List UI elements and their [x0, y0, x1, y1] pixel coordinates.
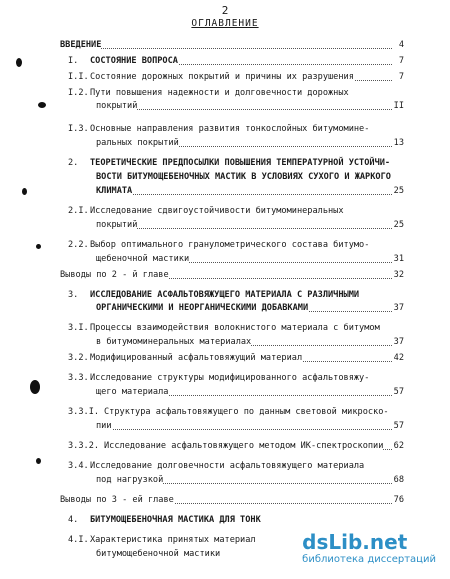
toc-entry-number: 2. — [68, 158, 79, 168]
toc-entry — [68, 72, 404, 82]
toc-entry-number: 4.I. — [68, 535, 89, 545]
toc-entry-text: под нагрузкой — [96, 475, 164, 485]
toc-entry-number: 3.I. — [68, 323, 89, 333]
toc-entry-lead — [96, 138, 179, 148]
toc-entry-text: Выводы по 2 - й главе — [60, 270, 169, 280]
toc-entry-page: 4 — [398, 40, 404, 50]
toc-entry — [96, 337, 404, 347]
toc-entry — [96, 475, 404, 485]
toc-entry-page: 57 — [393, 421, 404, 431]
toc-entry — [68, 515, 404, 525]
toc-entry-text: БИТУМОЩЕБЕНОЧНАЯ МАСТИКА ДЛЯ ТОНК — [90, 515, 261, 525]
toc-entry-lead — [96, 101, 137, 111]
toc-entry-number: I.2. — [68, 88, 89, 98]
toc-entry — [68, 158, 404, 168]
toc-entry-text: Состояние дорожных покрытий и причины их разрушения — [90, 72, 354, 82]
toc-entry-page: 13 — [393, 138, 404, 148]
toc-entry-page: 57 — [393, 387, 404, 397]
toc-entry-lead — [96, 387, 168, 397]
toc-entry-page: 25 — [393, 186, 404, 196]
toc-entry-lead — [60, 40, 101, 50]
toc-entry-text: Модифицированный асфальтовяжущий материал — [90, 353, 303, 363]
watermark-logo: dsLib.net — [302, 530, 408, 554]
toc-entry-lead — [68, 158, 390, 168]
toc-entry-text: щего материала — [96, 387, 169, 397]
toc-entry-lead — [60, 270, 169, 280]
toc-entry-lead — [68, 461, 364, 471]
toc-entry — [60, 40, 404, 50]
toc-entry-lead — [96, 475, 163, 485]
toc-entry — [96, 421, 404, 431]
toc-entry — [68, 353, 404, 363]
toc-entry — [96, 220, 404, 230]
toc-entry-text: ВОСТИ БИТУМОЩЕБЕНОЧНЫХ МАСТИК В УСЛОВИЯХ СУХОГО И ЖАРКОГО — [96, 172, 391, 182]
toc-entry-text: ВВЕДЕНИЕ — [60, 40, 102, 50]
toc-entry-text: Исследование асфальтовяжущего методом ИК-спектроскопии — [104, 441, 384, 451]
toc-entry-number: 3. — [68, 290, 79, 300]
toc-entry-lead — [68, 441, 383, 451]
toc-entry-lead — [68, 240, 369, 250]
toc-entry — [96, 186, 404, 196]
toc-entry — [96, 254, 404, 264]
toc-entry-number: I. — [68, 56, 79, 66]
toc-entry — [60, 495, 404, 505]
toc-entry — [68, 240, 404, 250]
watermark-subtitle: библиотека диссертаций — [302, 554, 436, 565]
toc-entry — [68, 290, 404, 300]
toc-entry — [96, 303, 404, 313]
toc-entry-page: 25 — [393, 220, 404, 230]
toc-entry-lead — [68, 290, 359, 300]
toc-entry-number: 4. — [68, 515, 79, 525]
dot-leader — [96, 228, 392, 229]
toc-entry-lead — [68, 515, 261, 525]
toc-entry-lead — [96, 172, 391, 182]
toc-entry — [68, 206, 404, 216]
toc-entry-text: СОСТОЯНИЕ ВОПРОСА — [90, 56, 178, 66]
toc-entry-page: 7 — [398, 72, 404, 82]
toc-entry-text: Характеристика принятых материал — [90, 535, 256, 545]
toc-entry-page: 42 — [393, 353, 404, 363]
toc-entry-lead — [96, 549, 220, 559]
toc-entry-text: Исследование структуры модифицированного асфальтовяжу- — [90, 373, 370, 383]
toc-entry-lead — [68, 535, 256, 545]
scan-blob — [36, 244, 41, 249]
toc-entry-lead — [68, 72, 354, 82]
toc-entry-lead — [68, 407, 389, 417]
toc-entry-text: покрытий — [96, 220, 138, 230]
toc-entry-lead — [60, 495, 174, 505]
scan-blob — [30, 380, 40, 394]
toc-entry-text: Исследование сдвигоустойчивости битумоминеральных — [90, 206, 344, 216]
toc-entry-text: КЛИМАТА — [96, 186, 133, 196]
toc-entry-lead — [68, 206, 344, 216]
toc-entry-text: Выбор оптимального гранулометрического состава битумо- — [90, 240, 370, 250]
toc-entry — [68, 323, 404, 333]
toc-entry-text: Выводы по 3 - ей главе — [60, 495, 174, 505]
toc-entry-text: покрытий — [96, 101, 138, 111]
toc-entry-text: в битумоминеральных материалах — [96, 337, 252, 347]
scan-blob — [22, 188, 27, 195]
toc-entry-page: 62 — [393, 441, 404, 451]
toc-entry — [68, 461, 404, 471]
scan-blob — [36, 458, 41, 464]
dot-leader — [60, 48, 392, 49]
toc-entry-number: 3.4. — [68, 461, 89, 471]
dot-leader — [96, 194, 392, 195]
toc-entry — [68, 56, 404, 66]
dot-leader — [96, 429, 392, 430]
toc-entry-text: ИССЛЕДОВАНИЕ АСФАЛЬТОВЯЖУЩЕГО МАТЕРИАЛА С РАЗЛИЧНЫМИ — [90, 290, 360, 300]
toc-entry-lead — [96, 303, 308, 313]
toc-entry-page: 7 — [398, 56, 404, 66]
toc-entry-text: Процессы взаимодействия волокнистого материала с битумом — [90, 323, 380, 333]
scan-blob — [16, 58, 22, 67]
toc-entry-lead — [68, 124, 369, 134]
toc-entry — [68, 441, 404, 451]
toc-entry-lead — [96, 337, 251, 347]
toc-entry-text: Пути повышения надежности и долговечности дорожных — [90, 88, 349, 98]
watermark — [302, 530, 436, 565]
toc-entry-lead — [96, 220, 137, 230]
dot-leader — [96, 109, 392, 110]
toc-entry-text: пии — [96, 421, 112, 431]
toc-heading: ОГЛАВЛЕНИЕ — [191, 18, 259, 29]
toc-entry-text: ТЕОРЕТИЧЕСКИЕ ПРЕДПОСЫЛКИ ПОВЫШЕНИЯ ТЕМПЕРАТУРНОЙ УСТОЙЧИ- — [90, 158, 391, 168]
toc-entry-number: I.3. — [68, 124, 89, 134]
toc-entry-page: II — [393, 101, 404, 111]
toc-entry-number: 3.3.2. — [68, 441, 100, 451]
toc-entry-page: 37 — [393, 337, 404, 347]
toc-entry-page: 31 — [393, 254, 404, 264]
toc-entry-text: Структура асфальтовяжущего по данным световой микроско- — [104, 407, 389, 417]
toc-entry — [68, 124, 404, 134]
toc-entry-lead — [96, 421, 112, 431]
toc-entry-number: 3.2. — [68, 353, 89, 363]
toc-entry — [96, 387, 404, 397]
toc-entry-lead — [68, 56, 178, 66]
toc-entry-lead — [68, 323, 380, 333]
toc-entry-number: 3.3. — [68, 373, 89, 383]
toc-entry-text: битумощебеночной мастики — [96, 549, 221, 559]
toc-entry — [96, 101, 404, 111]
toc-entry — [60, 270, 404, 280]
toc-entry-lead — [96, 254, 189, 264]
toc-entry-number: I.I. — [68, 72, 89, 82]
toc-entry-number: 2.I. — [68, 206, 89, 216]
toc-entry-page: 37 — [393, 303, 404, 313]
toc-entry-page: 76 — [393, 495, 404, 505]
toc-entry-text: Исследование долговечности асфальтовяжущего материала — [90, 461, 365, 471]
toc-entry — [68, 88, 404, 98]
toc-entry — [96, 172, 404, 182]
scan-blob — [38, 102, 46, 108]
toc-entry-lead — [68, 353, 302, 363]
toc-entry-lead — [68, 373, 369, 383]
toc-entry-text: Основные направления развития тонкослойных битумомине- — [90, 124, 370, 134]
page-number: 2 — [221, 4, 229, 17]
toc-entry-lead — [96, 186, 132, 196]
toc-entry-number: 3.3.I. — [68, 407, 100, 417]
toc-entry — [96, 138, 404, 148]
toc-entry-text: щебеночной мастики — [96, 254, 190, 264]
toc-entry-number: 2.2. — [68, 240, 89, 250]
toc-entry-page: 32 — [393, 270, 404, 280]
toc-entry-text: ральных покрытий — [96, 138, 179, 148]
toc-entry-text: ОРГАНИЧЕСКИМИ И НЕОРГАНИЧЕСКИМИ ДОБАВКАМИ — [96, 303, 309, 313]
toc-entry-page: 68 — [393, 475, 404, 485]
toc-entry — [68, 373, 404, 383]
toc-entry-lead — [68, 88, 349, 98]
toc-entry — [68, 407, 404, 417]
